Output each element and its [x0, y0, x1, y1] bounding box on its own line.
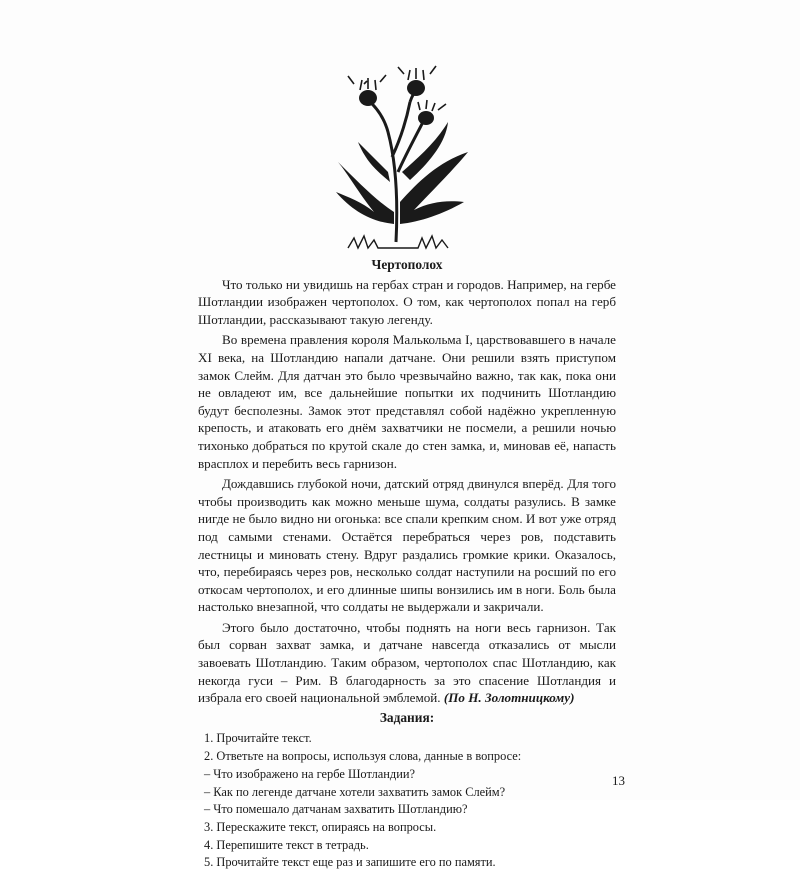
page-number: 13: [612, 773, 625, 788]
paragraph: Во времена правления короля Малькольма I, царствовавшего в начале XI века, на Шотландию напали датчане. Они решили взять приступом замок Слейм. Для датчан это было чрезвычайно важно, так как, пока они не овладеют им, все дальнейшие попытки их подчинить Шотландию будут бесполезны. Замок этот представлял собой надёжно укрепленную крепость, и атаковать его днём захватчики не посмели, а решили ночью тихонько добраться по крутой скале до стен замка, и, миновав её, напасть врасплох и перебить весь гарнизон.: [198, 332, 616, 471]
paragraph: Что только ни увидишь на гербах стран и городов. Например, на гербе Шотландии изображен чертополох. О том, как чертополох попал на герб Шотландии, рассказывают такую легенду.: [198, 276, 616, 327]
task-item: – Что изображено на гербе Шотландии?: [204, 766, 415, 781]
task-item: – Что помешало датчанам захватить Шотландию?: [204, 802, 468, 817]
page-title: Чертополох: [371, 257, 443, 272]
text-body: [198, 256, 616, 872]
task-item: – Как по легенде датчане хотели захватить замок Слейм?: [204, 784, 506, 799]
task-item: 4. Перепишите текст в тетрадь.: [204, 837, 369, 852]
paragraph-last: [198, 619, 616, 707]
thistle-illustration-icon: [318, 62, 478, 252]
paragraph: Дождавшись глубокой ночи, датский отряд двинулся вперёд. Для того чтобы производить как можно меньше шума, солдаты разулись. В замке нигде не было видно ни огонька: все спали крепким сном. И вот уже отряд под самыми стенами. Остаётся перебраться через ров, подставить лестницы и миновать стену. Вдруг раздались громкие крики. Оказалось, что, перебираясь через ров, несколько солдат наступили на росший по его откосам чертополох, и его длинные шипы вонзились им в ноги. Боль была настолько внезапной, что солдаты не выдержали и закричали.: [198, 476, 616, 615]
tasks-heading: Задания:: [379, 709, 435, 725]
source-citation: (По Н. Золотницкому): [443, 690, 575, 706]
task-item: 5. Прочитайте текст еще раз и запишите его по памяти.: [204, 855, 496, 870]
tasks-list: [204, 730, 616, 872]
task-item: 2. Ответьте на вопросы, используя слова, данные в вопросе:: [204, 749, 522, 764]
task-item: 3. Перескажите текст, опираясь на вопросы.: [204, 819, 437, 834]
task-item: 1. Прочитайте текст.: [204, 731, 312, 746]
paragraph-text: Этого было достаточно, чтобы поднять на ноги весь гарнизон. Так был сорван захват замка, и датчане навсегда отказались от мысли завоевать Шотландию. Таким образом, чертополох спас Шотландию, как некогда гуси – Рим. В благодарность за это спасение Шотландия и избрала его своей национальной эмблемой.: [198, 619, 616, 706]
